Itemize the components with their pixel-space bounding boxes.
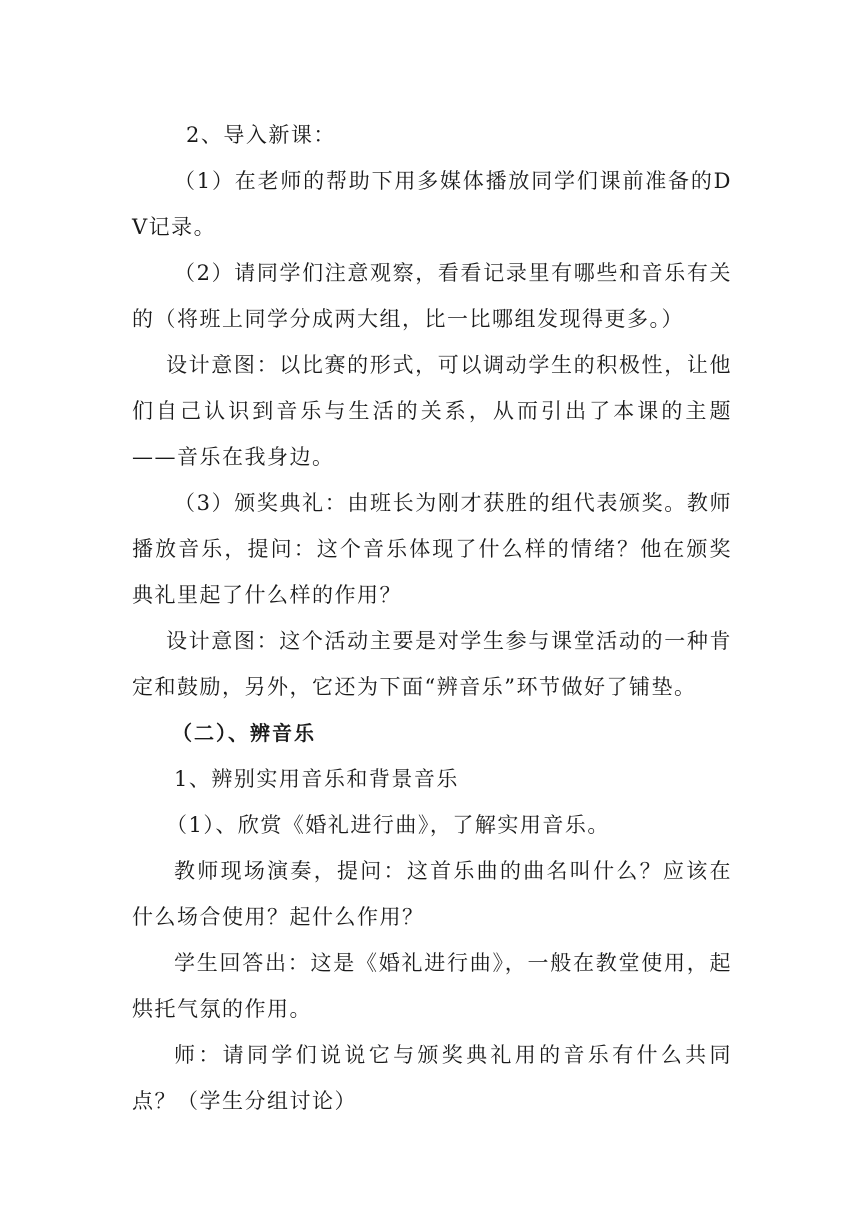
paragraph-design-intent-2: 设计意图：这个活动主要是对学生参与课堂活动的一种肯定和鼓励，另外，它还为下面“辨音乐”环节做好了铺垫。 bbox=[132, 629, 732, 699]
section-heading-identify-music: （二）、辨音乐 bbox=[172, 721, 316, 745]
paragraph-award-ceremony: （3）颁奖典礼：由班长为刚才获胜的组代表颁奖。教师播放音乐，提问：这个音乐体现了什么样的情绪？他在颁奖典礼里起了什么样的作用？ bbox=[132, 491, 732, 607]
paragraph-design-intent-1: 设计意图：以比赛的形式，可以调动学生的积极性，让他们自己认识到音乐与生活的关系，从而引出了本课的主题——音乐在我身边。 bbox=[132, 353, 732, 469]
subheading-practical-background-music: 1、辨别实用音乐和背景音乐 bbox=[174, 767, 459, 791]
document-body bbox=[132, 112, 732, 1124]
subheading-wedding-march: （1）、欣赏《婚礼进行曲》，了解实用音乐。 bbox=[166, 813, 610, 837]
paragraph-observe-record: （2）请同学们注意观察，看看记录里有哪些和音乐有关的（将班上同学分成两大组，比一比哪组发现得更多。） bbox=[132, 261, 732, 331]
paragraph-teacher-performs: 教师现场演奏，提问：这首乐曲的曲名叫什么？应该在什么场合使用？起什么作用？ bbox=[132, 859, 732, 929]
paragraph-dv-record: （1）在老师的帮助下用多媒体播放同学们课前准备的DV记录。 bbox=[132, 169, 732, 239]
paragraph-teacher-question: 师：请同学们说说它与颁奖典礼用的音乐有什么共同点？（学生分组讨论） bbox=[132, 1043, 732, 1113]
paragraph-student-answer: 学生回答出：这是《婚礼进行曲》，一般在教堂使用，起烘托气氛的作用。 bbox=[132, 951, 732, 1021]
step-heading-import-lesson: 2、导入新课： bbox=[186, 123, 336, 147]
